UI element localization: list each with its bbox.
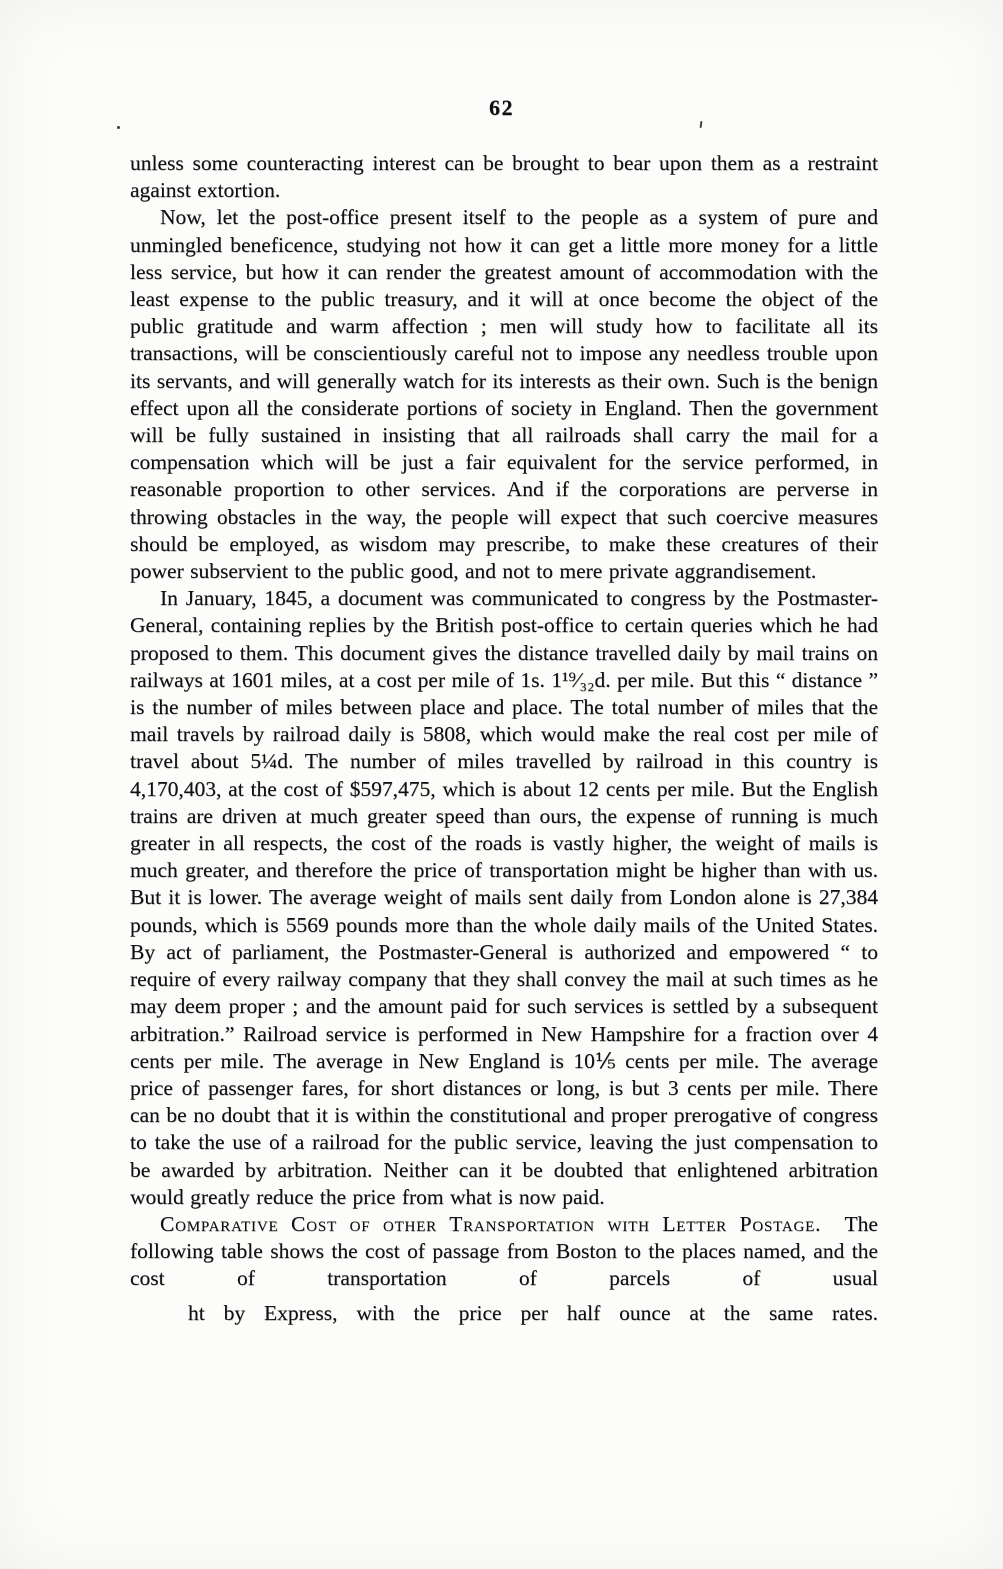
scan-speck <box>700 121 703 128</box>
paragraph: In January, 1845, a document was communicated to congress by the Postmaster-General, containing replies by the British post-office to certain queries which he had proposed to them. This document gives the distance travelled daily by mail trains on railways at 1601 miles, at a cost per mile of 1s. 1¹⁹⁄₃₂d. per mile. But this “ distance ” is the number of miles between place and place. The total number of miles that the mail travels by railroad daily is 5808, which would make the real cost per mile of travel about 5¼d. The number of miles travelled by railroad in this country is 4,170,403, at the cost of $597,475, which is about 12 cents per mile. But the English trains are driven at much greater speed than ours, the expense of running is much greater in all respects, the cost of the roads is vastly higher, the weight of mails is much greater, and therefore the price of transportation might be higher than with us. But it is lower. The average weight of mails sent daily from London alone is 27,384 pounds, which is 5569 pounds more than the whole daily mails of the United States. By act of parliament, the Postmaster-General is authorized and empowered “ to require of every railway company that they shall convey the mail at such times as he may deem proper ; and the amount paid for such services is settled by a subsequent arbitration.” Railroad service is performed in New Hampshire for a fraction over 4 cents per mile. The average in New England is 10⅕ cents per mile. The average price of passenger fares, for short distances or long, is but 3 cents per mile. There can be no doubt that it is within the constitutional and proper prerogative of congress to take the use of a railroad for the public service, leaving the just compensation to be awarded by arbitration. Neither can it be doubted that enlightened arbitration would greatly reduce the price from what is now paid. <box>130 586 878 1209</box>
page-number: 62 <box>489 95 514 120</box>
paragraph-cut-line: ht by Express, with the price per half ounce at the same rates. <box>188 1300 878 1325</box>
section-heading: Comparative Cost of other Transportation with Letter Postage. <box>160 1211 822 1236</box>
closing-body: The following table shows the cost of passage from Boston to the places named, and the cost of transportation of parcels of usual <box>130 1211 878 1291</box>
paragraph: Now, let the post-office present itself to the people as a system of pure and unmingled beneficence, studying not how it can get a little more money for a little less service, but how it can render the greatest amount of accommodation with the least expense to the public treasury, and it will at once become the object of the public gratitude and warm affection ; men will study how to facilitate all its transactions, will be conscientiously careful not to impose any needless trouble upon its servants, and will generally watch for its interests as their own. Such is the benign effect upon all the considerate portions of society in England. Then the government will be fully sustained in insisting that all railroads shall carry the mail for a compensation which will be just a fair equivalent for the service performed, in reasonable proportion to other services. And if the corporations are perverse in throwing obstacles in the way, the people will expect that such coercive measures should be employed, as wisdom may prescribe, to make these creatures of their power subservient to the public good, and not to mere private aggrandisement. <box>130 205 878 584</box>
paragraph: unless some counteracting interest can be brought to bear upon them as a restraint against extortion. <box>130 151 878 203</box>
page-text <box>130 150 878 1327</box>
scan-speck <box>117 126 120 129</box>
paragraph-comparative-cost <box>130 1211 878 1293</box>
